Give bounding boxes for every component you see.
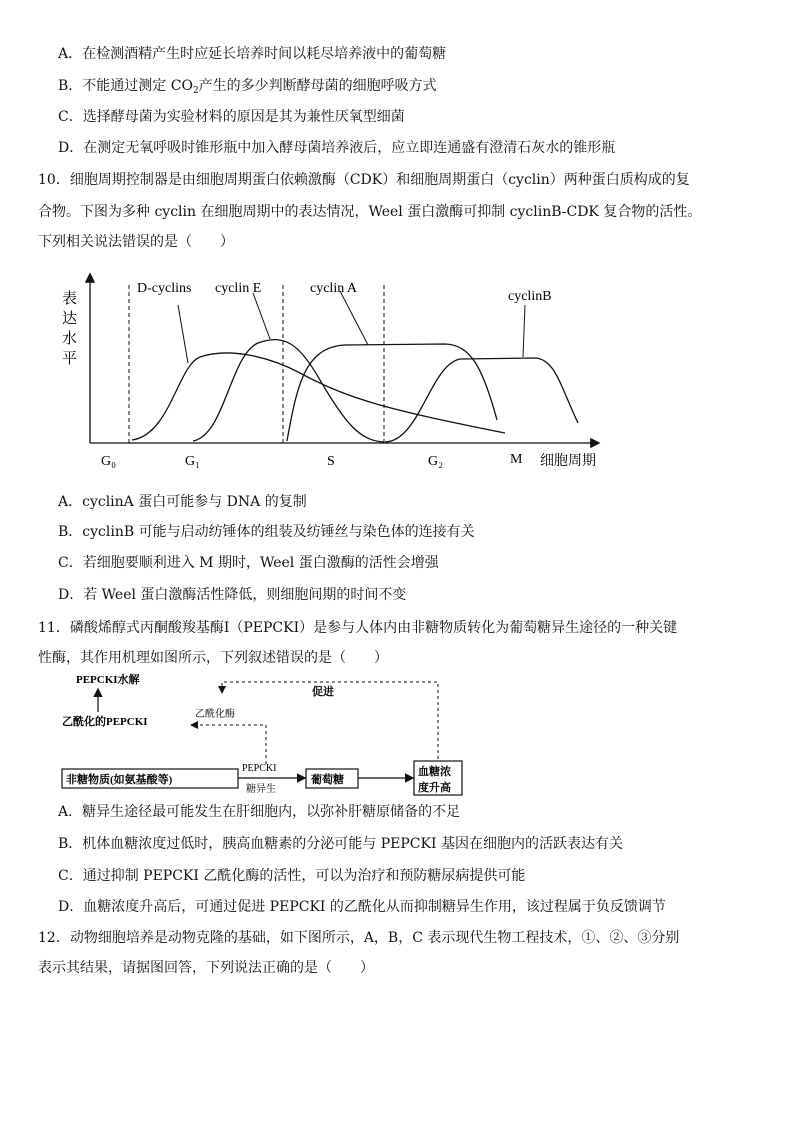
cyclin-e-curve xyxy=(193,340,384,442)
pepcki-enzyme-label: PEPCKI xyxy=(242,763,277,774)
cyclinb-curve xyxy=(385,358,578,442)
co2-subscript: 2 xyxy=(192,86,199,96)
phase-g1: G₁ xyxy=(185,454,200,469)
cyclin-expression-chart xyxy=(0,265,794,485)
q9-option-b xyxy=(58,76,437,101)
q10-stem-line1: 10．细胞周期控制器是由细胞周期蛋白依赖激酶（CDK）和细胞周期蛋白（cyclin）两种蛋白质构成的复 xyxy=(38,172,690,188)
d-cyclins-curve xyxy=(132,353,505,440)
y-label-4: 平 xyxy=(62,351,78,367)
phase-g0: G₀ xyxy=(101,454,116,469)
gluconeogenesis-label: 糖异生 xyxy=(246,784,276,795)
pepcki-hydrolysis: PEPCKI水解 xyxy=(76,674,140,686)
label-cyclin-a: cyclin A xyxy=(310,281,358,296)
q11-stem-line1: 11．磷酸烯醇式丙酮酸羧基酶Ⅰ（PEPCKI）是参与人体内由非糖物质转化为葡萄糖异生途径的一种关键 xyxy=(38,620,678,636)
q9-option-a: A．在检测酒精产生时应延长培养时间以耗尽培养液中的葡萄糖 xyxy=(58,46,447,62)
acetylase-label: 乙酰化酶 xyxy=(195,709,235,720)
pepcki-mechanism-diagram xyxy=(0,668,794,798)
q10-stem-line3: 下列相关说法错误的是（ ） xyxy=(38,234,234,250)
q11-stem-line2: 性酶，其作用机理如图所示，下列叙述错误的是（ ） xyxy=(38,650,388,666)
glucose-label: 葡萄糖 xyxy=(311,774,344,786)
label-d-cyclins: D-cyclins xyxy=(137,281,192,296)
q9-option-b-text: B．不能通过测定 CO xyxy=(58,78,193,94)
q10-option-a: A．cyclinA 蛋白可能参与 DNA 的复制 xyxy=(58,494,307,510)
promote-label: 促进 xyxy=(312,686,334,698)
q10-stem-line2: 合物。下图为多种 cyclin 在细胞周期中的表达情况，Weel 蛋白激酶可抑制 cyclinB-CDK 复合物的活性。 xyxy=(38,204,702,220)
phase-g2: G₂ xyxy=(428,454,443,469)
cyclin-a-leader xyxy=(340,291,368,345)
phase-m: M xyxy=(510,452,523,467)
dashed-acetylation-path xyxy=(192,725,266,764)
q11-option-b: B．机体血糖浓度过低时，胰高血糖素的分泌可能与 PEPCKI 基因在细胞内的活跃表达有关 xyxy=(58,836,623,852)
label-cyclinb: cyclinB xyxy=(508,289,552,304)
x-axis-label: 细胞周期 xyxy=(540,454,596,469)
q10-option-c: C．若细胞要顺利进入 M 期时，Weel 蛋白激酶的活性会增强 xyxy=(58,555,439,571)
q9-option-c: C．选择酵母菌为实验材料的原因是其为兼性厌氧型细菌 xyxy=(58,109,405,125)
q11-option-a: A．糖异生途径最可能发生在肝细胞内，以弥补肝糖原储备的不足 xyxy=(58,804,461,820)
phase-s: S xyxy=(327,454,335,469)
q11-option-d: D．血糖浓度升高后，可通过促进 PEPCKI 的乙酰化从而抑制糖异生作用，该过程属于负反馈调节 xyxy=(58,899,666,915)
y-label-3: 水 xyxy=(62,331,78,347)
blood-sugar-line2: 度升高 xyxy=(418,782,451,794)
q9-option-d: D．在测定无氧呼吸时锥形瓶中加入酵母菌培养液后，应立即连通盛有澄清石灰水的锥形瓶 xyxy=(58,140,616,156)
q10-option-d: D．若 Weel 蛋白激酶活性降低，则细胞间期的时间不变 xyxy=(58,587,407,603)
y-label-1: 表 xyxy=(62,291,78,307)
q9-option-b-text-end: 产生的多少判断酵母菌的细胞呼吸方式 xyxy=(198,78,437,94)
q12-stem-line1: 12．动物细胞培养是动物克隆的基础，如下图所示，A，B，C 表示现代生物工程技术，①、②、③分别 xyxy=(38,930,680,946)
label-cyclin-e: cyclin E xyxy=(215,281,262,296)
nonsugar-substance: 非糖物质(如氨基酸等) xyxy=(66,774,173,786)
acetylated-pepcki: 乙酰化的PEPCKI xyxy=(62,716,148,728)
q11-option-c: C．通过抑制 PEPCKI 乙酰化酶的活性，可以为治疗和预防糖尿病提供可能 xyxy=(58,868,526,884)
cyclinb-leader xyxy=(523,305,525,357)
q10-option-b: B．cyclinB 可能与启动纺锤体的组装及纺锤丝与染色体的连接有关 xyxy=(58,524,475,540)
q12-stem-line2: 表示其结果，请据图回答，下列说法正确的是（ ） xyxy=(38,960,374,976)
y-label-2: 达 xyxy=(62,311,78,327)
cyclin-e-leader xyxy=(253,293,270,339)
blood-sugar-line1: 血糖浓 xyxy=(418,766,451,778)
d-cyclins-leader xyxy=(178,305,188,363)
